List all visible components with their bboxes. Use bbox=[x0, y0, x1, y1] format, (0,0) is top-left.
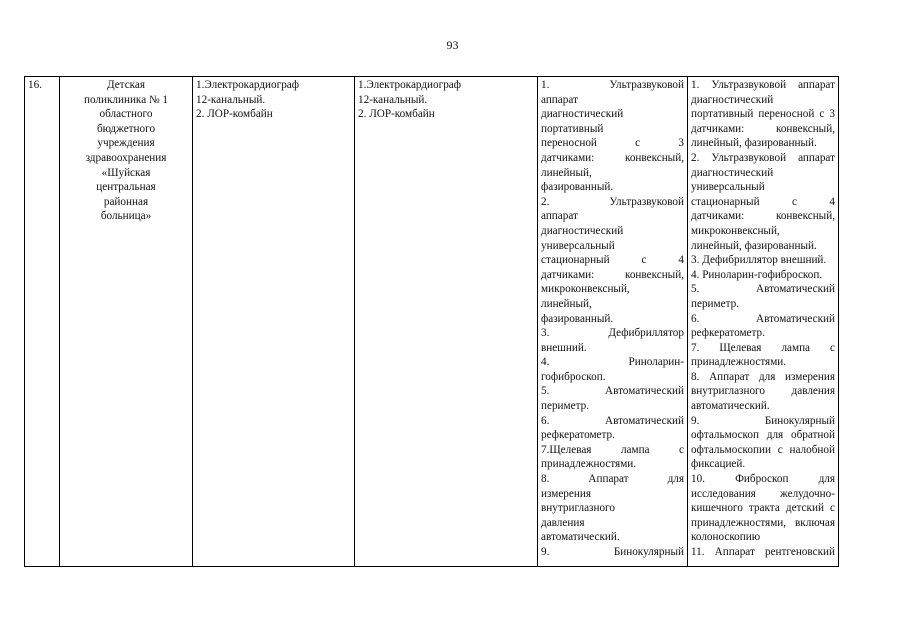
equipment-col6-cell bbox=[688, 77, 839, 567]
equipment-line: принадлежностями. bbox=[541, 458, 637, 471]
equipment-line: 8. Аппарат для bbox=[541, 473, 684, 486]
equipment-line: диагностический bbox=[691, 93, 774, 106]
equipment-line: линейный, фазированный. bbox=[691, 239, 817, 252]
equipment-line: переносной с 3 bbox=[541, 137, 684, 150]
equipment-line: микроконвексный, bbox=[691, 224, 780, 237]
equipment-line: микроконвексный, bbox=[541, 283, 630, 296]
equipment-col4-cell bbox=[355, 77, 538, 567]
equipment-line: 4. Риноларин- bbox=[541, 356, 684, 369]
equipment-line: внутриглазного давления bbox=[691, 385, 835, 398]
equipment-line: 12-канальный. bbox=[196, 93, 266, 106]
equipment-line: принадлежностями. bbox=[691, 356, 787, 369]
equipment-col3-cell bbox=[193, 77, 355, 567]
equipment-line: диагностический bbox=[691, 166, 774, 179]
equipment-line: 2. Ультразвуковой аппарат bbox=[691, 151, 835, 164]
institution-name bbox=[63, 78, 189, 224]
equipment-line: 10. Фиброскоп для bbox=[691, 473, 835, 486]
equipment-line: 5. Автоматический bbox=[541, 385, 684, 398]
institution-line: Детская bbox=[106, 79, 146, 91]
equipment-line: рефкератометр. bbox=[541, 429, 615, 442]
equipment-line: датчиками: конвексный, bbox=[541, 268, 684, 281]
equipment-line: 1.Электрокардиограф bbox=[196, 79, 300, 91]
equipment-line: датчиками: конвексный, bbox=[691, 210, 835, 223]
equipment-line: периметр. bbox=[541, 400, 589, 413]
equipment-line: линейный, bbox=[541, 297, 592, 310]
equipment-line: диагностический bbox=[541, 224, 624, 237]
equipment-line: 7. Щелевая лампа с bbox=[691, 341, 835, 354]
equipment-line: офтальмоскоп для обратной bbox=[691, 429, 835, 442]
institution-cell bbox=[60, 77, 193, 567]
institution-line: областного bbox=[99, 108, 153, 121]
equipment-line: портативный переносной с 3 bbox=[691, 108, 835, 121]
equipment-line: 2. ЛОР-комбайн bbox=[358, 108, 435, 121]
equipment-line: 3. Дефибриллятор bbox=[541, 327, 684, 340]
institution-line: районная bbox=[103, 195, 149, 208]
equipment-line: фиксацией. bbox=[691, 458, 746, 471]
equipment-line: аппарат bbox=[541, 93, 578, 106]
equipment-line: 6. Автоматический bbox=[691, 312, 835, 325]
equipment-line: аппарат bbox=[541, 210, 578, 223]
equipment-line: 12-канальный. bbox=[358, 93, 428, 106]
equipment-line: 5. Автоматический bbox=[691, 283, 835, 296]
institution-line: центральная bbox=[96, 181, 156, 194]
equipment-line: внешний. bbox=[541, 341, 587, 354]
equipment-line: линейный, bbox=[541, 166, 592, 179]
equipment-line: колоноскопию bbox=[691, 531, 761, 544]
equipment-line: портативный bbox=[541, 122, 604, 135]
equipment-line: универсальный bbox=[691, 181, 765, 194]
equipment-line: внутриглазного bbox=[541, 502, 615, 515]
equipment-line: автоматический. bbox=[541, 531, 620, 544]
equipment-line: исследования желудочно- bbox=[691, 487, 835, 500]
equipment-line: универсальный bbox=[541, 239, 615, 252]
institution-line: бюджетного bbox=[96, 122, 156, 135]
equipment-line: 3. Дефибриллятор внешний. bbox=[691, 254, 827, 267]
equipment-list-col3 bbox=[196, 78, 351, 122]
row-number-cell bbox=[25, 77, 60, 567]
equipment-line: датчиками: конвексный, bbox=[541, 151, 684, 164]
equipment-line: фазированный. bbox=[541, 181, 614, 194]
equipment-line: офтальмоскопии с налобной bbox=[691, 443, 835, 456]
equipment-line: стационарный с 4 bbox=[691, 195, 835, 208]
equipment-line: 2. ЛОР-комбайн bbox=[196, 108, 273, 121]
equipment-line: принадлежностями, включая bbox=[691, 516, 835, 529]
table-row bbox=[25, 77, 839, 567]
equipment-line: 9. Бинокулярный bbox=[691, 414, 835, 427]
institution-line: здравоохранения bbox=[85, 151, 167, 164]
equipment-line: кишечного тракта детский с bbox=[691, 502, 835, 515]
equipment-line: линейный, фазированный. bbox=[691, 137, 817, 150]
equipment-line: диагностический bbox=[541, 108, 624, 121]
equipment-list-col5 bbox=[541, 78, 684, 560]
equipment-line: стационарный с 4 bbox=[541, 254, 684, 267]
institution-line: больница» bbox=[100, 210, 152, 223]
institution-line: учреждения bbox=[97, 137, 155, 150]
equipment-list-col4 bbox=[358, 78, 534, 122]
equipment-line: 4. Риноларин-гофиброскоп. bbox=[691, 268, 823, 281]
equipment-line: 7.Щелевая лампа с bbox=[541, 443, 684, 456]
equipment-line: периметр. bbox=[691, 297, 739, 310]
equipment-line: 8. Аппарат для измерения bbox=[691, 370, 835, 383]
equipment-line: давления bbox=[541, 516, 585, 529]
equipment-line: гофиброскоп. bbox=[541, 370, 606, 383]
equipment-line: 1.Электрокардиограф bbox=[358, 79, 462, 91]
equipment-line: рефкератометр. bbox=[691, 327, 765, 340]
institution-line: «Шуйская bbox=[101, 166, 151, 179]
equipment-line: автоматический. bbox=[691, 400, 770, 413]
equipment-line: фазированный. bbox=[541, 312, 614, 325]
row-number: 16. bbox=[28, 79, 42, 91]
equipment-table bbox=[24, 76, 839, 567]
equipment-line: 9. Бинокулярный bbox=[541, 546, 684, 558]
equipment-line: 1. Ультразвуковой аппарат bbox=[691, 79, 835, 91]
page-number: 93 bbox=[446, 38, 459, 52]
equipment-line: 2. Ультразвуковой bbox=[541, 195, 684, 208]
equipment-line: 6. Автоматический bbox=[541, 414, 684, 427]
equipment-line: измерения bbox=[541, 487, 591, 500]
equipment-col5-cell bbox=[538, 77, 688, 567]
institution-line: поликлиника № 1 bbox=[83, 93, 169, 106]
equipment-line: датчиками: конвексный, bbox=[691, 122, 835, 135]
equipment-line: 11. Аппарат рентгеновский bbox=[691, 546, 835, 558]
equipment-list-col6 bbox=[691, 78, 835, 560]
equipment-line: 1. Ультразвуковой bbox=[541, 79, 684, 91]
